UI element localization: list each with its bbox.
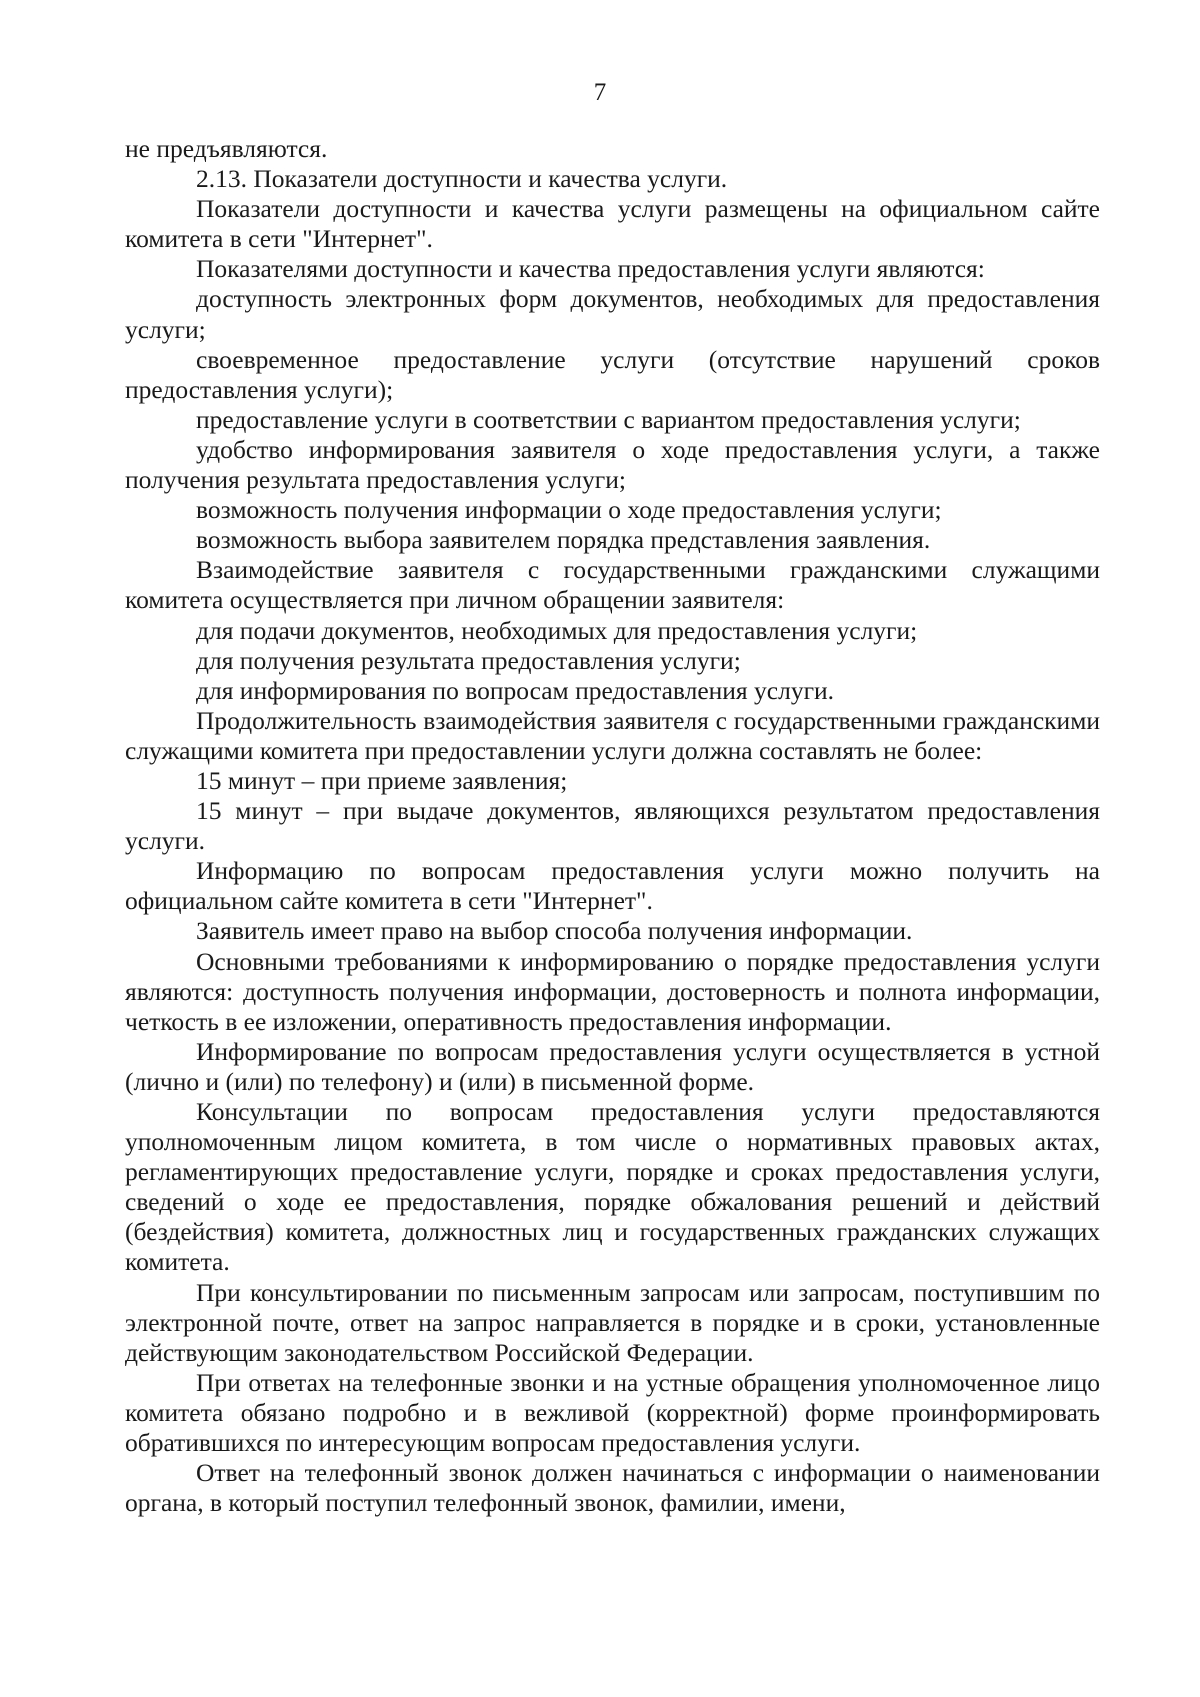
paragraph: При консультировании по письменным запросам или запросам, поступившим по электронной почте, ответ на запрос направляется в порядке и в сроки, установленные действующим законодательством Российской Федерации. bbox=[125, 1277, 1100, 1367]
section-heading: 2.13. Показатели доступности и качества услуги. bbox=[196, 164, 728, 194]
paragraph: Взаимодействие заявителя с государственными гражданскими служащими комитета осуществляется при личном обращении заявителя: bbox=[125, 555, 1100, 615]
list-paragraph: возможность выбора заявителем порядка представления заявления. bbox=[196, 525, 931, 555]
paragraph: Продолжительность взаимодействия заявителя с государственными гражданскими служащими комитета при предоставлении услуги должна составлять не более: bbox=[125, 705, 1100, 765]
paragraph: Информацию по вопросам предоставления услуги можно получить на официальном сайте комитета в сети "Интернет". bbox=[125, 856, 1100, 916]
paragraph: Показатели доступности и качества услуги размещены на официальном сайте комитета в сети "Интернет". bbox=[125, 194, 1100, 254]
list-paragraph: доступность электронных форм документов, необходимых для предоставления услуги; bbox=[125, 284, 1100, 344]
paragraph: Ответ на телефонный звонок должен начинаться с информации о наименовании органа, в который поступил телефонный звонок, фамилии, имени, bbox=[125, 1458, 1100, 1518]
list-paragraph: для получения результата предоставления услуги; bbox=[196, 645, 741, 675]
list-paragraph: удобство информирования заявителя о ходе предоставления услуги, а также получения результата предоставления услуги; bbox=[125, 434, 1100, 495]
document-body bbox=[125, 134, 1100, 1518]
paragraph: Информирование по вопросам предоставления услуги осуществляется в устной (лично и (или) по телефону) и (или) в письменной форме. bbox=[125, 1036, 1100, 1096]
paragraph: не предъявляются. bbox=[125, 134, 328, 163]
list-paragraph: возможность получения информации о ходе предоставления услуги; bbox=[196, 495, 942, 525]
list-paragraph: для подачи документов, необходимых для предоставления услуги; bbox=[196, 615, 918, 645]
paragraph: Показателями доступности и качества предоставления услуги являются: bbox=[196, 254, 985, 284]
paragraph: При ответах на телефонные звонки и на устные обращения уполномоченное лицо комитета обязано подробно и в вежливой (корректной) форме проинформировать обратившихся по интересующим вопросам предоставления услуги. bbox=[125, 1367, 1100, 1458]
page-number: 7 bbox=[593, 79, 607, 106]
paragraph: Заявитель имеет право на выбор способа получения информации. bbox=[196, 916, 913, 946]
list-paragraph: 15 минут – при выдаче документов, являющихся результатом предоставления услуги. bbox=[125, 796, 1100, 856]
paragraph: Основными требованиями к информированию о порядке предоставления услуги являются: доступность получения информации, достоверность и полнота информации, четкость в ее изложении, оперативность предоставления информации. bbox=[125, 946, 1100, 1036]
list-paragraph: для информирования по вопросам предоставления услуги. bbox=[196, 675, 835, 705]
list-paragraph: 15 минут – при приеме заявления; bbox=[196, 765, 568, 795]
paragraph: Консультации по вопросам предоставления услуги предоставляются уполномоченным лицом комитета, в том числе о нормативных правовых актах, регламентирующих предоставление услуги, порядке и сроках предоставления услуги, сведений о ходе ее предоставления, порядке обжалования решений и действий (бездействия) комитета, должностных лиц и государственных гражданских служащих комитета. bbox=[125, 1097, 1100, 1277]
list-paragraph: предоставление услуги в соответствии с вариантом предоставления услуги; bbox=[196, 404, 1021, 434]
list-paragraph: своевременное предоставление услуги (отсутствие нарушений сроков предоставления услуги); bbox=[125, 344, 1100, 404]
